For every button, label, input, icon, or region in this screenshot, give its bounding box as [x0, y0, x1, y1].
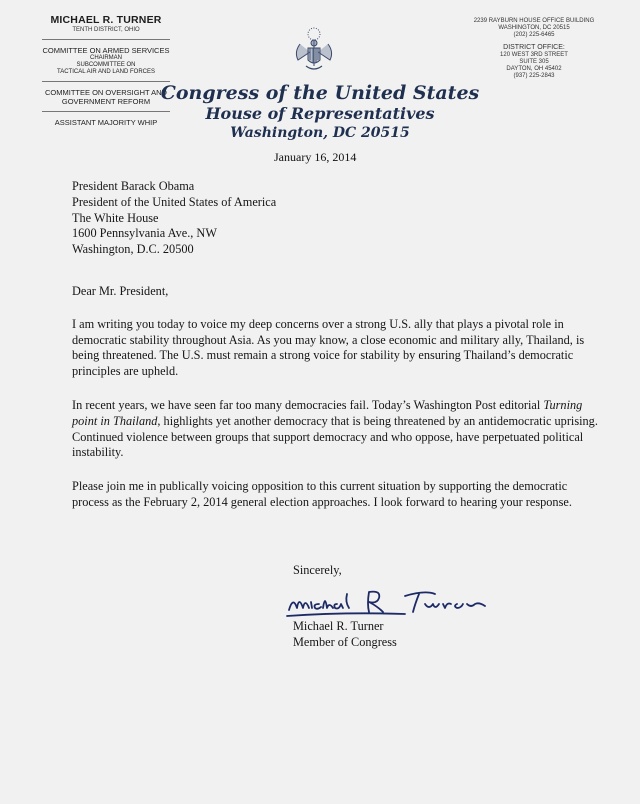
city-line: Washington, DC 20515 [230, 125, 410, 141]
committee-oversight: COMMITTEE ON OVERSIGHT AND [45, 88, 167, 97]
paragraph-1: I am writing you today to voice my deep concerns over a strong U.S. ally that plays a pivotal role in democratic stability throughout Asia. As you may know, a close economic and military ally, Thailand, is being threatened. The U.S. must remain a strong voice for stability by ensuring Thailand’s democratic principles are upheld. [72, 316, 585, 379]
district-office-label: DISTRICT OFFICE: [503, 44, 565, 51]
subcommittee-label: SUBCOMMITTEE ON [76, 62, 136, 68]
recipient-line: President Barack Obama [72, 179, 195, 193]
dc-office-line-1: 2239 RAYBURN HOUSE OFFICE BUILDING [473, 18, 595, 24]
district-office-line-3: DAYTON, OH 45402 [506, 66, 562, 72]
house-seal-icon [290, 26, 338, 74]
committee-armed-services: COMMITTEE ON ARMED SERVICES [42, 46, 170, 55]
editorial-title: Turning point in Thailand [72, 397, 583, 428]
letterhead-right [468, 18, 600, 80]
divider [42, 39, 170, 40]
signer-title: Member of Congress [293, 635, 397, 649]
congress-title: Congress of the United States [160, 82, 480, 104]
subcommittee-name: TACTICAL AIR AND LAND FORCES [56, 69, 156, 75]
committee-oversight-cont: GOVERNMENT REFORM [61, 97, 151, 106]
member-district: TENTH DISTRICT, OHIO [72, 27, 140, 33]
divider [42, 81, 170, 82]
member-name: MICHAEL R. TURNER [50, 14, 162, 26]
recipient-block [72, 179, 600, 258]
paragraph-2 [72, 398, 600, 461]
house-title: House of Representatives [205, 104, 435, 123]
paragraph-2-end: , highlights yet another democracy that is being threatened by an antidemocratic uprising. Continued violence between groups that support democracy and who oppose, have perpetuated political instability. [72, 413, 598, 460]
paragraph-3: Please join me in publically voicing opposition to this current situation by supporting the democratic process as the February 2, 2014 general election approaches. I look forward to hearing your response. [72, 479, 572, 509]
committee-role: CHAIRMAN [89, 55, 122, 61]
district-office-line-2: SUITE 305 [519, 59, 549, 65]
letterhead-heading [160, 82, 480, 142]
recipient-line: 1600 Pennsylvania Ave., NW [72, 226, 217, 241]
dc-phone: (202) 225-6465 [513, 32, 555, 38]
paragraph-2-start: In recent years, we have seen far too many democracies fail. Today’s Washington Post editorial [72, 397, 541, 412]
whip-title: ASSISTANT MAJORITY WHIP [54, 118, 158, 127]
salutation: Dear Mr. President, [72, 283, 169, 298]
letter-body [72, 179, 600, 511]
closing: Sincerely, [293, 563, 342, 577]
dc-office-line-2: WASHINGTON, DC 20515 [498, 25, 570, 31]
divider [42, 111, 170, 112]
recipient-line: The White House [72, 210, 159, 225]
recipient-line: Washington, D.C. 20500 [72, 242, 194, 257]
letter-date: January 16, 2014 [274, 150, 357, 164]
district-phone: (937) 225-2843 [513, 73, 555, 79]
recipient-line: President of the United States of America [72, 194, 277, 209]
district-office-line-1: 120 WEST 3RD STREET [500, 52, 568, 58]
signer-name: Michael R. Turner [293, 619, 384, 633]
